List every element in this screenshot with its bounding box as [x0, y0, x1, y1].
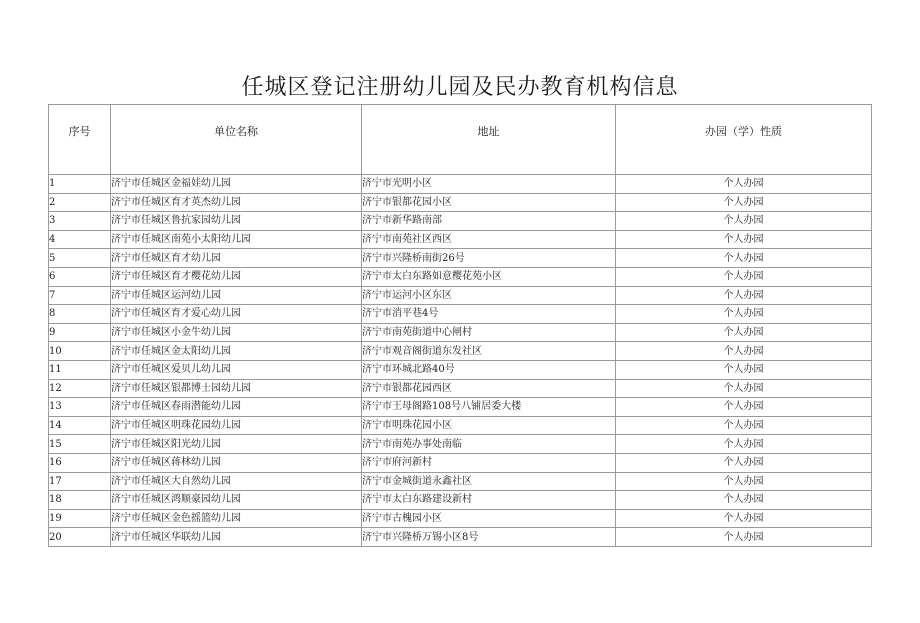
- table-row: [49, 509, 872, 528]
- row-operation-type: 个人办园: [616, 193, 872, 212]
- row-unit-name: 济宁市任城区育才英杰幼儿园: [111, 193, 362, 212]
- table-row: [49, 435, 872, 454]
- row-serial-number: 14: [49, 416, 111, 435]
- header-address: 地址: [362, 105, 616, 175]
- row-unit-name: 济宁市任城区育才爱心幼儿园: [111, 305, 362, 324]
- table-row: [49, 528, 872, 547]
- row-serial-number: 5: [49, 249, 111, 268]
- row-address: 济宁市新华路南部: [362, 212, 616, 231]
- row-unit-name: 济宁市任城区金福娃幼儿园: [111, 175, 362, 194]
- row-unit-name: 济宁市任城区蒋林幼儿园: [111, 453, 362, 472]
- row-serial-number: 6: [49, 267, 111, 286]
- row-address: 济宁市南苑办事处南临: [362, 435, 616, 454]
- row-address: 济宁市南苑社区西区: [362, 230, 616, 249]
- row-serial-number: 4: [49, 230, 111, 249]
- row-operation-type: 个人办园: [616, 435, 872, 454]
- row-address: 济宁市金城街道永鑫社区: [362, 472, 616, 491]
- row-serial-number: 1: [49, 175, 111, 194]
- row-serial-number: 20: [49, 528, 111, 547]
- header-operation-type: 办园（学）性质: [616, 105, 872, 175]
- row-operation-type: 个人办园: [616, 453, 872, 472]
- row-address: 济宁市太白东路如意樱花苑小区: [362, 267, 616, 286]
- row-serial-number: 10: [49, 342, 111, 361]
- row-serial-number: 2: [49, 193, 111, 212]
- row-unit-name: 济宁市任城区育才幼儿园: [111, 249, 362, 268]
- row-address: 济宁市银都花园西区: [362, 379, 616, 398]
- document-title: 任城区登记注册幼儿园及民办教育机构信息: [241, 75, 679, 100]
- row-unit-name: 济宁市任城区育才樱花幼儿园: [111, 267, 362, 286]
- registry-table: [48, 104, 872, 547]
- table-row: [49, 416, 872, 435]
- row-address: 济宁市观音阁街道东发社区: [362, 342, 616, 361]
- row-serial-number: 11: [49, 360, 111, 379]
- row-operation-type: 个人办园: [616, 528, 872, 547]
- row-operation-type: 个人办园: [616, 379, 872, 398]
- table-row: [49, 305, 872, 324]
- table-row: [49, 267, 872, 286]
- row-serial-number: 9: [49, 323, 111, 342]
- row-unit-name: 济宁市任城区明珠花园幼儿园: [111, 416, 362, 435]
- row-unit-name: 济宁市任城区大自然幼儿园: [111, 472, 362, 491]
- row-unit-name: 济宁市任城区金色摇篮幼儿园: [111, 509, 362, 528]
- row-unit-name: 济宁市任城区鸿顺豪园幼儿园: [111, 491, 362, 510]
- row-unit-name: 济宁市任城区春雨潜能幼儿园: [111, 398, 362, 417]
- table-row: [49, 360, 872, 379]
- row-address: 济宁市光明小区: [362, 175, 616, 194]
- row-operation-type: 个人办园: [616, 305, 872, 324]
- row-address: 济宁市古槐园小区: [362, 509, 616, 528]
- row-serial-number: 18: [49, 491, 111, 510]
- row-serial-number: 8: [49, 305, 111, 324]
- row-serial-number: 15: [49, 435, 111, 454]
- table-row: [49, 193, 872, 212]
- row-address: 济宁市王母阁路108号八铺居委大楼: [362, 398, 616, 417]
- row-operation-type: 个人办园: [616, 323, 872, 342]
- table-row: [49, 175, 872, 194]
- row-address: 济宁市太白东路建设新村: [362, 491, 616, 510]
- row-address: 济宁市消平巷4号: [362, 305, 616, 324]
- row-operation-type: 个人办园: [616, 212, 872, 231]
- table-row: [49, 230, 872, 249]
- row-unit-name: 济宁市任城区运河幼儿园: [111, 286, 362, 305]
- table-row: [49, 472, 872, 491]
- table-row: [49, 286, 872, 305]
- row-address: 济宁市兴隆桥南街26号: [362, 249, 616, 268]
- row-serial-number: 7: [49, 286, 111, 305]
- row-unit-name: 济宁市任城区华联幼儿园: [111, 528, 362, 547]
- row-operation-type: 个人办园: [616, 360, 872, 379]
- row-serial-number: 3: [49, 212, 111, 231]
- row-unit-name: 济宁市任城区鲁抗家园幼儿园: [111, 212, 362, 231]
- table-row: [49, 323, 872, 342]
- row-operation-type: 个人办园: [616, 342, 872, 361]
- row-operation-type: 个人办园: [616, 472, 872, 491]
- row-serial-number: 13: [49, 398, 111, 417]
- row-unit-name: 济宁市任城区阳光幼儿园: [111, 435, 362, 454]
- row-serial-number: 16: [49, 453, 111, 472]
- row-operation-type: 个人办园: [616, 416, 872, 435]
- row-address: 济宁市明珠花园小区: [362, 416, 616, 435]
- row-unit-name: 济宁市任城区小金牛幼儿园: [111, 323, 362, 342]
- header-unit-name: 单位名称: [111, 105, 362, 175]
- row-operation-type: 个人办园: [616, 230, 872, 249]
- table-row: [49, 398, 872, 417]
- table-row: [49, 379, 872, 398]
- row-operation-type: 个人办园: [616, 398, 872, 417]
- row-serial-number: 19: [49, 509, 111, 528]
- row-unit-name: 济宁市任城区南苑小太阳幼儿园: [111, 230, 362, 249]
- row-address: 济宁市运河小区东区: [362, 286, 616, 305]
- row-unit-name: 济宁市任城区爱贝儿幼儿园: [111, 360, 362, 379]
- table-row: [49, 491, 872, 510]
- row-operation-type: 个人办园: [616, 491, 872, 510]
- table-row: [49, 212, 872, 231]
- row-serial-number: 12: [49, 379, 111, 398]
- row-unit-name: 济宁市任城区银都博士园幼儿园: [111, 379, 362, 398]
- table-row: [49, 249, 872, 268]
- row-address: 济宁市兴隆桥万锡小区8号: [362, 528, 616, 547]
- row-address: 济宁市环城北路40号: [362, 360, 616, 379]
- table-row: [49, 453, 872, 472]
- header-row: [49, 105, 872, 175]
- row-operation-type: 个人办园: [616, 509, 872, 528]
- table-row: [49, 342, 872, 361]
- row-address: 济宁市南苑街道中心闸村: [362, 323, 616, 342]
- row-operation-type: 个人办园: [616, 175, 872, 194]
- row-operation-type: 个人办园: [616, 267, 872, 286]
- row-operation-type: 个人办园: [616, 249, 872, 268]
- table-body: [49, 175, 872, 547]
- row-unit-name: 济宁市任城区金太阳幼儿园: [111, 342, 362, 361]
- row-address: 济宁市银都花园小区: [362, 193, 616, 212]
- row-serial-number: 17: [49, 472, 111, 491]
- row-address: 济宁市府河新村: [362, 453, 616, 472]
- row-operation-type: 个人办园: [616, 286, 872, 305]
- header-serial-number: 序号: [49, 105, 111, 175]
